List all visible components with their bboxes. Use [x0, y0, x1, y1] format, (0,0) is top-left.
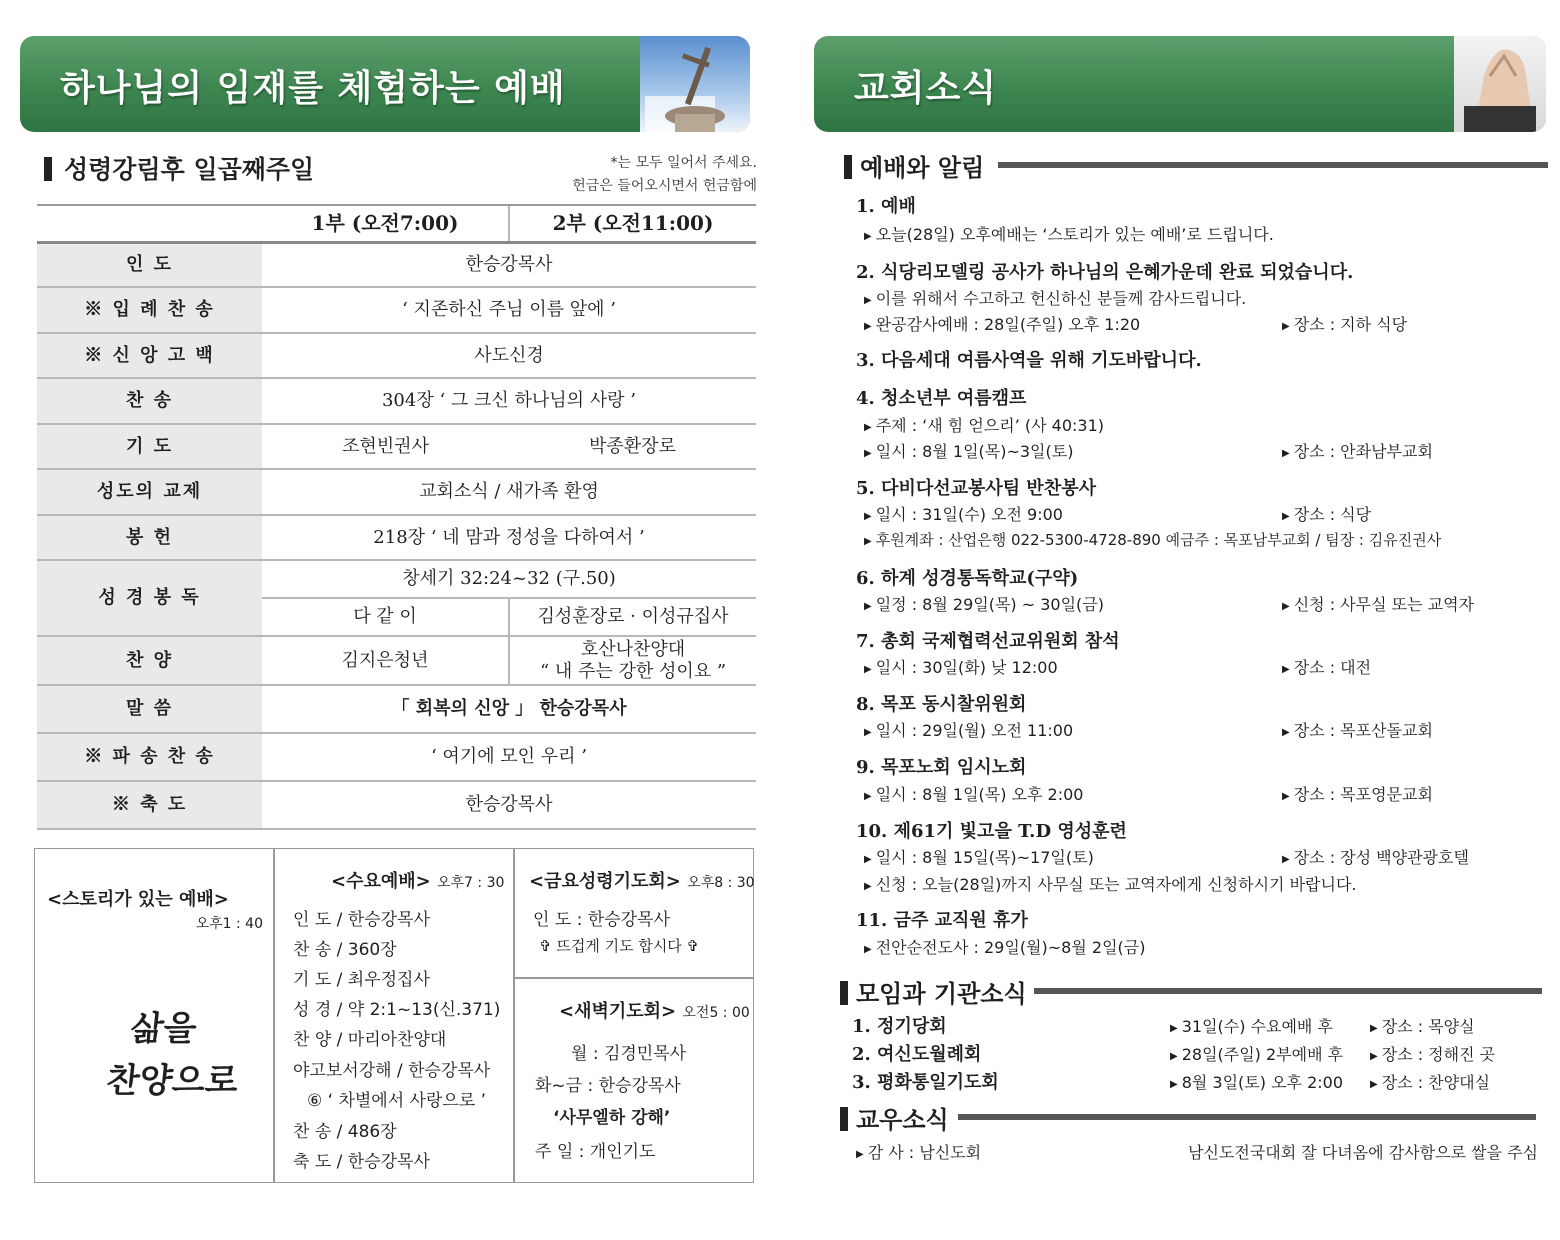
- row-label: 기 도: [37, 424, 262, 469]
- meeting-where: ▶ 장소 : 목양실: [1370, 1017, 1475, 1036]
- section-rule: [1034, 988, 1542, 994]
- news-text: 일시 : 8월 15일(목)~17일(토): [875, 848, 1094, 867]
- section-bar: [840, 981, 848, 1005]
- news-side: ▶ 장소 : 지하 식당: [1282, 315, 1408, 334]
- dawn-title-text: <새벽기도회>: [559, 1001, 677, 1022]
- news-text: 감 사 : 남신도회: [867, 1143, 982, 1162]
- row-value: 한승강목사: [262, 242, 756, 287]
- row-value: ‘ 여기에 모인 우리 ’: [262, 733, 756, 781]
- news-text: 완공감사예배 : 28일(주일) 오후 1:20: [875, 315, 1141, 334]
- header-blank: [37, 206, 262, 242]
- news-item-title: 6. 하계 성경통독학교(구약): [856, 568, 1079, 589]
- news-side: ▶ 신청 : 사무실 또는 교역자: [1282, 595, 1474, 614]
- news-side: ▶ 장소 : 안좌남부교회: [1282, 442, 1433, 461]
- row-value-2: 박종환장로: [509, 424, 756, 469]
- news-text: 이를 위해서 수고하고 헌신하신 분들께 감사드립니다.: [875, 289, 1247, 308]
- news-text: 일정 : 8월 29일(목) ~ 30일(금): [875, 595, 1104, 614]
- service-header-row: [37, 206, 756, 242]
- news-line: ▶ 오늘(28일) 오후예배는 ‘스토리가 있는 예배’로 드립니다.: [864, 225, 1274, 244]
- fri-line: 인 도 : 한승강목사: [533, 910, 670, 930]
- news-item-title: 3. 다음세대 여름사역을 위해 기도바랍니다.: [856, 350, 1202, 371]
- news-line: ▶ 전안순전도사 : 29일(월)~8월 2일(금): [864, 938, 1146, 957]
- fri-title-text: <금요성령기도회>: [529, 871, 681, 892]
- row-label: ※ 축 도: [37, 781, 262, 829]
- row-label: 찬 양: [37, 636, 262, 685]
- news-text: 일시 : 30일(화) 낮 12:00: [875, 658, 1058, 677]
- section-member-news: [840, 1100, 949, 1135]
- dawn-time: 오전5 : 00: [682, 1005, 750, 1021]
- dawn-line: 월 : 김경민목사: [571, 1044, 687, 1064]
- notice-line-1: *는 모두 일어서 주세요.: [610, 155, 757, 171]
- meeting-when: ▶ 28일(주일) 2부예배 후: [1170, 1045, 1344, 1064]
- choir-name: 호산나찬양대: [580, 638, 686, 660]
- news-line: ▶ 일시 : 30일(화) 낮 12:00: [864, 658, 1058, 677]
- news-item-title: 8. 목포 동시찰위원회: [856, 694, 1027, 715]
- right-banner-title: 교회소식: [854, 68, 998, 109]
- news-side: ▶ 장소 : 목포영문교회: [1282, 785, 1433, 804]
- news-line: ▶ 완공감사예배 : 28일(주일) 오후 1:20: [864, 315, 1141, 334]
- news-text: 장소 : 지하 식당: [1293, 315, 1408, 334]
- wed-line: 기 도 / 최우정집사: [293, 970, 430, 990]
- fri-line: ✞ 뜨겁게 기도 합시다 ✞: [539, 937, 700, 955]
- news-text: 장소 : 정해진 곳: [1381, 1045, 1496, 1064]
- row-label: ※ 신 앙 고 백: [37, 333, 262, 378]
- notice: [572, 152, 757, 198]
- meeting-name: 1. 정기당회: [852, 1016, 947, 1037]
- row-label: 성도의 교제: [37, 469, 262, 515]
- row-value: 한승강목사: [262, 781, 756, 829]
- table-row: [37, 733, 756, 781]
- row-value: 218장 ‘ 네 맘과 정성을 다하여서 ’: [262, 515, 756, 560]
- news-text: 장소 : 안좌남부교회: [1293, 442, 1433, 461]
- row-value-1: 김지은청년: [262, 636, 509, 685]
- news-item-title: 4. 청소년부 여름캠프: [856, 388, 1027, 409]
- row-label: 봉 헌: [37, 515, 262, 560]
- news-line: ▶ 일시 : 8월 1일(목) 오후 2:00: [864, 785, 1084, 804]
- fri-time: 오후8 : 30: [687, 875, 755, 891]
- table-row: [37, 378, 756, 424]
- meeting-when: ▶ 31일(수) 수요예배 후: [1170, 1017, 1333, 1036]
- row-value: 「 회복의 신앙 」 한승강목사: [262, 685, 756, 733]
- section-rule: [958, 1114, 1536, 1120]
- news-line: ▶ 이를 위해서 수고하고 헌신하신 분들께 감사드립니다.: [864, 289, 1247, 308]
- wed-title: [331, 867, 504, 893]
- news-text: 신청 : 사무실 또는 교역자: [1293, 595, 1474, 614]
- worship-order-table: [37, 206, 756, 830]
- news-text: 일시 : 29일(월) 오전 11:00: [875, 721, 1074, 740]
- news-line: ▶ 일정 : 8월 29일(목) ~ 30일(금): [864, 595, 1104, 614]
- news-text: 장소 : 목포산돌교회: [1293, 721, 1433, 740]
- news-side: ▶ 장소 : 장성 백양관광호텔: [1282, 848, 1469, 867]
- table-row: [37, 636, 756, 685]
- wed-line: 야고보서강해 / 한승강목사: [293, 1061, 491, 1081]
- praying-hands-photo: [1454, 36, 1546, 132]
- member-news-text: 남신도전국대회 잘 다녀옴에 감사함으로 쌀을 주심: [1187, 1143, 1538, 1162]
- news-line: ▶ 후원계좌 : 산업은행 022-5300-4728-890 예금주 : 목포남부교회 / 팀장 : 김유진권사: [864, 531, 1442, 549]
- table-row: [37, 287, 756, 333]
- dawn-prayer-box: [514, 978, 754, 1183]
- news-item-title: 2. 식당리모델링 공사가 하나님의 은혜가운데 완료 되었습니다.: [856, 262, 1354, 283]
- table-row: [37, 560, 756, 598]
- meeting-name: 3. 평화통일기도회: [852, 1072, 999, 1093]
- row-value: 사도신경: [262, 333, 756, 378]
- news-line: ▶ 일시 : 8월 1일(목)~3일(토): [864, 442, 1074, 461]
- calligraphy-line-1: 삶을: [128, 1009, 199, 1049]
- wed-line: ⑥ ‘ 차별에서 사랑으로 ’: [307, 1091, 487, 1111]
- table-row: [37, 781, 756, 829]
- service1-header: 1부 (오전7:00): [262, 206, 509, 242]
- news-text: 31일(수) 수요예배 후: [1181, 1017, 1333, 1036]
- row-value: 창세기 32:24~32 (구.50): [262, 560, 756, 598]
- news-text: 일시 : 8월 1일(목)~3일(토): [875, 442, 1074, 461]
- row-label: 찬 송: [37, 378, 262, 424]
- member-news-label: ▶ 감 사 : 남신도회: [856, 1143, 982, 1162]
- news-item-title: 5. 다비다선교봉사팀 반찬봉사: [856, 478, 1096, 499]
- table-row: [37, 469, 756, 515]
- dawn-line: 주 일 : 개인기도: [535, 1142, 656, 1162]
- section-bar: [840, 1107, 848, 1131]
- table-row: [37, 424, 756, 469]
- news-text: 장소 : 장성 백양관광호텔: [1293, 848, 1469, 867]
- section-title: 교우소식: [856, 1106, 949, 1134]
- row-value-1: 다 같 이: [262, 598, 509, 636]
- left-banner-title: 하나님의 임재를 체험하는 예배: [60, 68, 566, 109]
- row-value-1: 조현빈권사: [262, 424, 509, 469]
- dawn-title: [559, 997, 750, 1023]
- news-text: 8월 3일(토) 오후 2:00: [1181, 1073, 1344, 1092]
- wed-line: 인 도 / 한승강목사: [293, 910, 430, 930]
- sunday-title-text: 성령강림후 일곱째주일: [64, 155, 315, 184]
- table-row: [37, 242, 756, 287]
- news-text: 오늘(28일) 오후예배는 ‘스토리가 있는 예배’로 드립니다.: [875, 225, 1274, 244]
- news-item-title: 9. 목포노회 임시노회: [856, 757, 1027, 778]
- news-text: 장소 : 식당: [1293, 505, 1372, 524]
- wed-line: 찬 송 / 360장: [293, 940, 397, 960]
- news-text: 후원계좌 : 산업은행 022-5300-4728-890 예금주 : 목포남부교회 / 팀장 : 김유진권사: [875, 531, 1442, 549]
- wednesday-box: [274, 848, 514, 1183]
- notice-line-2: 헌금은 들어오시면서 헌금함에: [572, 178, 757, 194]
- news-side: ▶ 장소 : 식당: [1282, 505, 1372, 524]
- title-bar: [44, 157, 52, 181]
- row-label: 말 씀: [37, 685, 262, 733]
- row-value: ‘ 지존하신 주님 이름 앞에 ’: [262, 287, 756, 333]
- story-title: <스토리가 있는 예배>: [47, 889, 229, 910]
- news-text: 장소 : 목양실: [1381, 1017, 1475, 1036]
- news-text: 신청 : 오늘(28일)까지 사무실 또는 교역자에게 신청하시기 바랍니다.: [875, 875, 1357, 894]
- row-label: 성 경 봉 독: [37, 560, 262, 636]
- row-value: 304장 ‘ 그 크신 하나님의 사랑 ’: [262, 378, 756, 424]
- news-text: 일시 : 31일(수) 오전 9:00: [875, 505, 1063, 524]
- news-side: ▶ 장소 : 대전: [1282, 658, 1372, 677]
- wed-time: 오후7 : 30: [437, 875, 505, 891]
- section-worship-notices: [844, 148, 984, 183]
- news-text: 28일(주일) 2부예배 후: [1181, 1045, 1344, 1064]
- section-title: 모임과 기관소식: [856, 980, 1027, 1008]
- news-text: 장소 : 대전: [1293, 658, 1372, 677]
- news-line: ▶ 신청 : 오늘(28일)까지 사무실 또는 교역자에게 신청하시기 바랍니다.: [864, 875, 1357, 894]
- right-banner: [814, 36, 1546, 132]
- fri-title: [529, 867, 755, 893]
- wed-line: 축 도 / 한승강목사: [293, 1152, 430, 1172]
- news-text: 주제 : ‘새 힘 얻으리’ (사 40:31): [875, 416, 1105, 435]
- dawn-line: ‘사무엘하 강해’: [553, 1108, 671, 1128]
- left-banner: [20, 36, 750, 132]
- table-row: [37, 685, 756, 733]
- news-text: 일시 : 8월 1일(목) 오후 2:00: [875, 785, 1084, 804]
- row-value-2: [509, 636, 756, 685]
- row-value-2: 김성훈장로 · 이성규집사: [509, 598, 756, 636]
- story-time: 오후1 : 40: [195, 916, 263, 932]
- row-label: ※ 파 송 찬 송: [37, 733, 262, 781]
- news-item-title: 11. 금주 교직원 휴가: [856, 910, 1028, 931]
- section-rule: [998, 162, 1548, 168]
- news-line: ▶ 일시 : 29일(월) 오전 11:00: [864, 721, 1074, 740]
- table-row: [37, 515, 756, 560]
- service2-header: 2부 (오전11:00): [509, 206, 756, 242]
- sunday-title: [44, 150, 314, 186]
- news-text: 장소 : 찬양대실: [1381, 1073, 1491, 1092]
- news-line: ▶ 일시 : 8월 15일(목)~17일(토): [864, 848, 1094, 867]
- wed-line: 찬 송 / 486장: [293, 1122, 397, 1142]
- cross-photo: [640, 36, 750, 132]
- news-line: ▶ 주제 : ‘새 힘 얻으리’ (사 40:31): [864, 416, 1105, 435]
- calligraphy-line-2: 찬양으로: [104, 1061, 241, 1101]
- wed-line: 찬 양 / 마리아찬양대: [293, 1030, 447, 1050]
- news-item-title: 1. 예배: [856, 196, 916, 217]
- section-title: 예배와 알림: [860, 154, 985, 182]
- wed-title-text: <수요예배>: [331, 871, 431, 892]
- section-meetings: [840, 974, 1027, 1009]
- story-worship-box: [34, 848, 274, 1183]
- meeting-where: ▶ 장소 : 정해진 곳: [1370, 1045, 1496, 1064]
- friday-box: [514, 848, 754, 978]
- anthem-title: “ 내 주는 강한 성이요 ”: [539, 660, 727, 682]
- wed-line: 성 경 / 약 2:1~13(신.371): [293, 1000, 501, 1020]
- row-label: ※ 입 례 찬 송: [37, 287, 262, 333]
- row-value: 교회소식 / 새가족 환영: [262, 469, 756, 515]
- meeting-when: ▶ 8월 3일(토) 오후 2:00: [1170, 1073, 1344, 1092]
- meeting-name: 2. 여신도월례회: [852, 1044, 982, 1065]
- news-side: ▶ 장소 : 목포산돌교회: [1282, 721, 1433, 740]
- section-bar: [844, 155, 852, 179]
- news-item-title: 7. 총회 국제협력선교위원회 참석: [856, 631, 1120, 652]
- news-item-title: 10. 제61기 빛고을 T.D 영성훈련: [856, 821, 1127, 842]
- table-row: [37, 333, 756, 378]
- dawn-line: 화~금 : 한승강목사: [535, 1076, 681, 1096]
- meeting-where: ▶ 장소 : 찬양대실: [1370, 1073, 1491, 1092]
- row-label: 인 도: [37, 242, 262, 287]
- news-line: ▶ 일시 : 31일(수) 오전 9:00: [864, 505, 1063, 524]
- news-text: 전안순전도사 : 29일(월)~8월 2일(금): [875, 938, 1146, 957]
- news-text: 장소 : 목포영문교회: [1293, 785, 1433, 804]
